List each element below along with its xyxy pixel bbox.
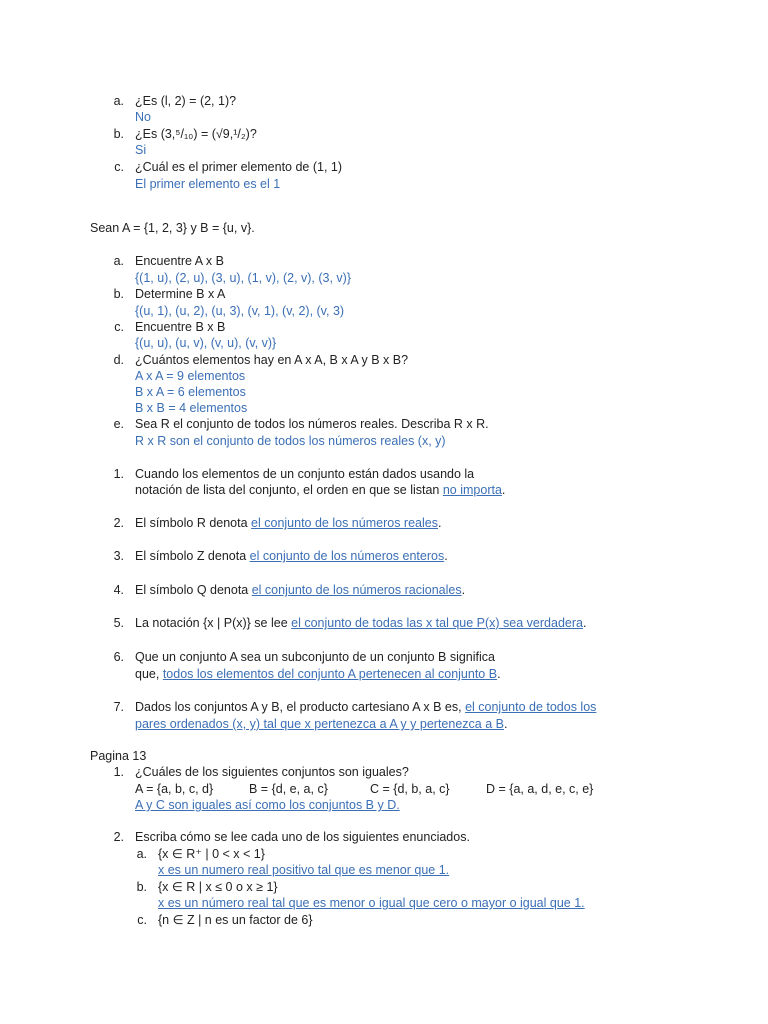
list-marker: c. <box>114 320 124 334</box>
statement-text: notación de lista del conjunto, el orden en que se listan <box>135 483 443 497</box>
list-marker: 6. <box>113 650 124 664</box>
answer-text: {(u, u), (u, v), (v, u), (v, v)} <box>135 336 277 350</box>
answer-text: No <box>135 110 151 124</box>
answer-link[interactable]: el conjunto de todos los <box>465 700 597 714</box>
period: . <box>437 516 442 530</box>
period: . <box>497 667 501 681</box>
statement-text: que, <box>135 667 163 681</box>
question-text: ¿Cuántos elementos hay en A x A, B x A y B x B? <box>135 353 409 367</box>
list-marker: c. <box>137 913 147 927</box>
answer-link[interactable]: no importa <box>442 483 502 497</box>
statement-text: La notación {x | P(x)} se lee <box>135 616 292 630</box>
answer-text: El primer elemento es el 1 <box>135 177 281 191</box>
answer-link[interactable]: el conjunto de los números enteros <box>249 549 445 563</box>
statement-line <box>135 615 586 631</box>
question-text: ¿Cuál es el primer elemento de (1, 1) <box>135 160 343 174</box>
answer-text: Si <box>135 143 147 157</box>
question-text: ¿Es (l, 2) = (2, 1)? <box>135 94 237 108</box>
list-marker: 1. <box>113 467 124 481</box>
answer-text: B x B = 4 elementos <box>135 401 248 415</box>
list-marker: 1. <box>113 765 124 779</box>
question-text: Encuentre B x B <box>135 320 226 334</box>
list-marker: c. <box>114 160 124 174</box>
list-marker: 5. <box>113 616 124 630</box>
answer-link[interactable]: el conjunto de los números racionales <box>251 583 462 597</box>
answer-link[interactable]: x es un número real tal que es menor o igual que cero o mayor o igual que 1. <box>158 896 585 910</box>
period: . <box>444 549 448 563</box>
list-marker: 2. <box>113 516 124 530</box>
list-marker: 3. <box>113 549 124 563</box>
answer-text: R x R son el conjunto de todos los números reales (x, y) <box>135 434 446 448</box>
question-text: Determine B x A <box>135 287 226 301</box>
statement-text: El símbolo Q denota <box>135 583 252 597</box>
answer-link[interactable]: pares ordenados (x, y) tal que x pertenezca a A y y pertenezca a B <box>135 717 504 731</box>
question-text: Sea R el conjunto de todos los números reales. Describa R x R. <box>135 417 489 431</box>
statement-line <box>135 716 507 732</box>
answer-text: {(u, 1), (u, 2), (u, 3), (v, 1), (v, 2), (v, 3) <box>135 304 345 318</box>
statement-text: El símbolo R denota <box>135 516 252 530</box>
statement-line <box>135 699 596 715</box>
sets-definition: Sean A = {1, 2, 3} y B = {u, v}. <box>90 221 255 235</box>
question-text: ¿Es (3,⁵/₁₀) = (√9,¹/₂)? <box>135 127 257 141</box>
answer-text: A x A = 9 elementos <box>135 369 246 383</box>
statement-line <box>135 582 465 598</box>
set-a: A = {a, b, c, d} <box>135 782 214 796</box>
list-marker: a. <box>113 254 124 268</box>
answer-link[interactable]: todos los elementos del conjunto A pertenecen al conjunto B <box>162 667 498 681</box>
list-marker: b. <box>136 880 147 894</box>
list-marker: d. <box>113 353 124 367</box>
statement-line <box>135 515 441 531</box>
period: . <box>461 583 466 597</box>
period: . <box>582 616 587 630</box>
set-d: D = {a, a, d, e, c, e} <box>486 782 594 796</box>
statement-text: {n ∈ Z | n es un factor de 6} <box>158 913 313 927</box>
statement-text: El símbolo Z denota <box>135 549 250 563</box>
statement-line <box>135 548 448 564</box>
set-b: B = {d, e, a, c} <box>249 782 328 796</box>
question-text: Escriba cómo se lee cada uno de los siguientes enunciados. <box>135 830 470 844</box>
statement-text: {x ∈ R | x ≤ 0 o x ≥ 1} <box>158 880 278 894</box>
statement-line <box>135 666 501 682</box>
statement-text: Dados los conjuntos A y B, el producto cartesiano A x B es, <box>135 700 466 714</box>
question-text: Encuentre A x B <box>135 254 224 268</box>
period: . <box>503 717 508 731</box>
statement-text: Cuando los elementos de un conjunto están dados usando la <box>135 467 475 481</box>
list-marker: 2. <box>113 830 124 844</box>
set-c: C = {d, b, a, c} <box>370 782 450 796</box>
list-marker: a. <box>113 94 124 108</box>
statement-text: {x ∈ R⁺ | 0 < x < 1} <box>158 847 265 861</box>
answer-text: B x A = 6 elementos <box>135 385 246 399</box>
statement-text: Que un conjunto A sea un subconjunto de un conjunto B significa <box>135 650 495 664</box>
section-heading: Pagina 13 <box>90 749 147 763</box>
answer-link[interactable]: el conjunto de todas las x tal que P(x) sea verdadera <box>291 616 583 630</box>
question-text: ¿Cuáles de los siguientes conjuntos son iguales? <box>135 765 409 779</box>
list-marker: e. <box>113 417 124 431</box>
answer-link[interactable]: A y C son iguales así como los conjuntos B y D. <box>135 798 400 812</box>
list-marker: b. <box>113 127 124 141</box>
list-marker: a. <box>136 847 147 861</box>
answer-link[interactable]: x es un numero real positivo tal que es menor que 1. <box>158 863 450 877</box>
list-marker: b. <box>113 287 124 301</box>
list-marker: 7. <box>113 700 124 714</box>
list-marker: 4. <box>113 583 124 597</box>
statement-line <box>135 482 505 498</box>
answer-text: {(1, u), (2, u), (3, u), (1, v), (2, v), (3, v)} <box>135 271 352 285</box>
answer-link[interactable]: el conjunto de los números reales <box>251 516 438 530</box>
period: . <box>501 483 506 497</box>
